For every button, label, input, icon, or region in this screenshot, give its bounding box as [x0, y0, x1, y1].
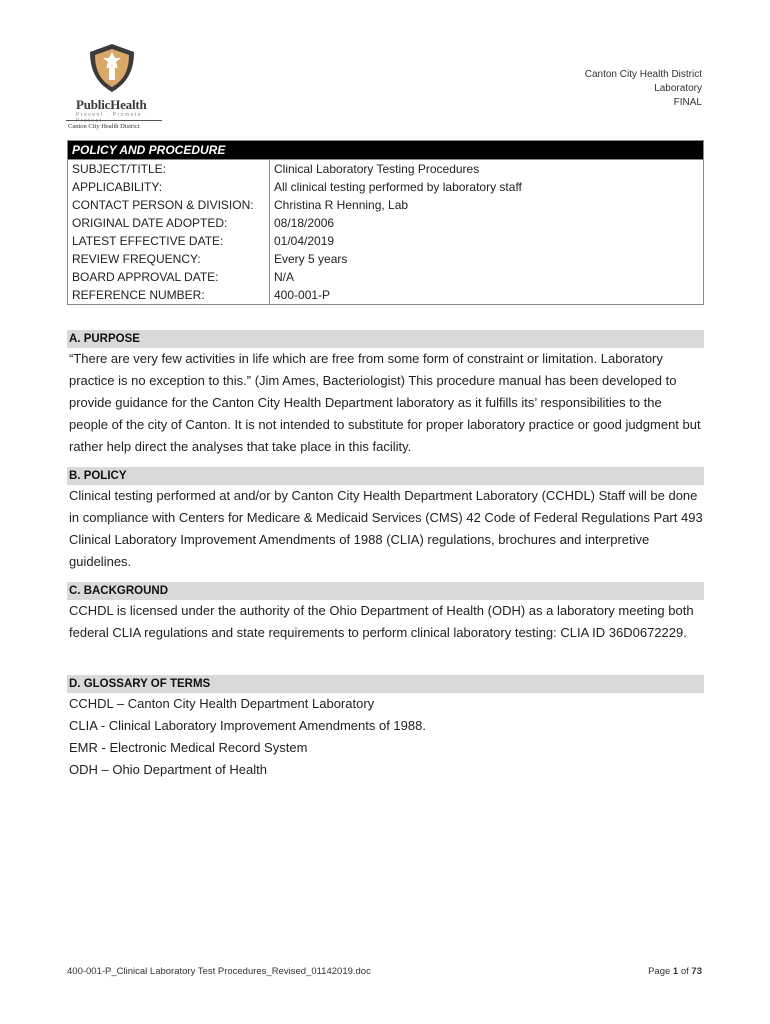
page-of: of: [678, 966, 692, 977]
table-row: [68, 160, 704, 179]
glossary-term: CLIA - Clinical Laboratory Improvement Amendments of 1988.: [69, 718, 426, 733]
row-value-contact: Christina R Henning, Lab: [270, 196, 704, 214]
page-total: 73: [691, 966, 702, 977]
footer-page-number: [648, 966, 702, 977]
row-label-original-date: ORIGINAL DATE ADOPTED:: [68, 214, 270, 232]
row-label-effective-date: LATEST EFFECTIVE DATE:: [68, 232, 270, 250]
policy-procedure-table: [67, 140, 704, 305]
shield-logo-icon: [86, 42, 138, 94]
row-label-board-approval: BOARD APPROVAL DATE:: [68, 268, 270, 286]
row-value-applicability: All clinical testing performed by laboratory staff: [270, 178, 704, 196]
logo-divider: [66, 120, 162, 121]
logo-org-name: Canton City Health District: [68, 123, 140, 130]
section-policy: [67, 467, 704, 573]
row-value-review-frequency: Every 5 years: [270, 250, 704, 268]
table-row: [68, 178, 704, 196]
table-row: [68, 286, 704, 305]
header-status: FINAL: [673, 97, 702, 108]
logo-title: PublicHealth: [76, 97, 147, 112]
glossary-term: EMR - Electronic Medical Record System: [69, 740, 308, 755]
row-value-original-date: 08/18/2006: [270, 214, 704, 232]
table-row: [68, 214, 704, 232]
section-body-background: CCHDL is licensed under the authority of the Ohio Department of Health (ODH) as a laboratory meeting both federal CLIA regulations and state requirements to perform clinical laboratory testing: CLIA ID 36D0672229.: [69, 603, 694, 640]
row-value-subject: Clinical Laboratory Testing Procedures: [270, 160, 704, 179]
footer-filename: 400-001-P_Clinical Laboratory Test Procedures_Revised_01142019.doc: [67, 966, 371, 977]
row-value-reference-number: 400-001-P: [270, 286, 704, 305]
glossary-term: ODH – Ohio Department of Health: [69, 762, 267, 777]
table-row: [68, 250, 704, 268]
logo-tagline: Prevent · Promote · Protect: [76, 112, 149, 124]
page-prefix: Page: [648, 966, 673, 977]
page-current: 1: [672, 966, 679, 977]
table-row: [68, 268, 704, 286]
section-glossary: [67, 675, 704, 781]
row-value-effective-date: 01/04/2019: [270, 232, 704, 250]
section-background: [67, 582, 704, 644]
section-title-purpose: A. PURPOSE: [67, 330, 704, 348]
row-label-subject: SUBJECT/TITLE:: [68, 160, 270, 179]
table-heading: POLICY AND PROCEDURE: [68, 141, 704, 160]
header-organization: Canton City Health District: [584, 69, 702, 80]
table-heading-row: [68, 141, 704, 160]
section-purpose: [67, 330, 704, 458]
section-title-background: C. BACKGROUND: [67, 582, 704, 600]
glossary-term: CCHDL – Canton City Health Department Laboratory: [69, 696, 375, 711]
section-title-glossary: D. GLOSSARY OF TERMS: [67, 675, 704, 693]
section-body-policy: Clinical testing performed at and/or by Canton City Health Department Laboratory (CCHDL) Staff will be done in compliance with Centers for Medicare & Medicaid Services (CMS) 42 Code of Federal Regulations Part 493 Clinical Laboratory Improvement Amendments of 1988 (CLIA) regulations, brochures and interpretive guidelines.: [69, 488, 703, 569]
header-division: Laboratory: [654, 83, 702, 94]
section-body-purpose: “There are very few activities in life which are free from some form of constraint or limitation. Laboratory practice is no exception to this.” (Jim Ames, Bacteriologist) This procedure manual has been developed to provide guidance for the Canton City Health Department laboratory as it fulfills its’ responsibilities to the people of the city of Canton. It is not intended to substitute for proper laboratory practice or good judgment but rather help direct the analyses that take place in this facility.: [69, 351, 701, 454]
section-title-policy: B. POLICY: [67, 467, 704, 485]
public-health-logo: [62, 42, 166, 132]
table-row: [68, 196, 704, 214]
row-label-review-frequency: REVIEW FREQUENCY:: [68, 250, 270, 268]
row-label-applicability: APPLICABILITY:: [68, 178, 270, 196]
document-header: [585, 68, 702, 110]
row-value-board-approval: N/A: [270, 268, 704, 286]
table-row: [68, 232, 704, 250]
row-label-contact: CONTACT PERSON & DIVISION:: [68, 196, 270, 214]
row-label-reference-number: REFERENCE NUMBER:: [68, 286, 270, 305]
